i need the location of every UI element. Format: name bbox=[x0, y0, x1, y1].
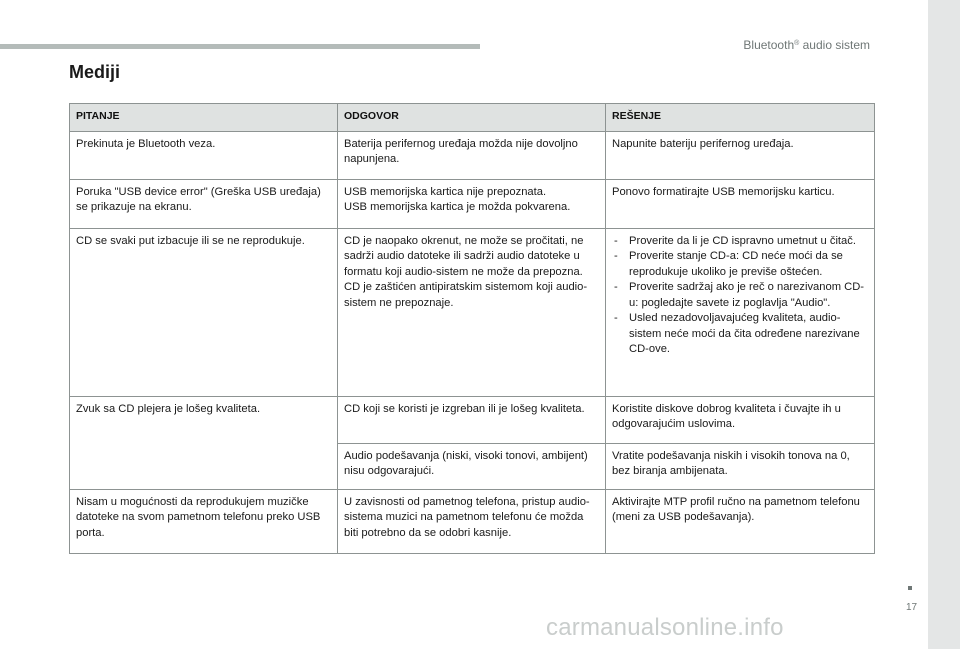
answer-cell bbox=[338, 179, 606, 228]
solution-cell: Aktivirajte MTP profil ručno na pametnom telefonu (meni za USB podešavanja). bbox=[606, 489, 875, 553]
answer-line: USB memorijska kartica nije prepoznata. bbox=[344, 185, 547, 198]
answer-cell: CD koji se koristi je izgreban ili je lošeg kvaliteta. bbox=[338, 396, 606, 443]
solution-list bbox=[612, 234, 868, 358]
solution-cell: Vratite podešavanja niskih i visokih tonova na 0, bez biranja ambijenata. bbox=[606, 443, 875, 489]
registered-mark: ® bbox=[794, 40, 800, 47]
table-row bbox=[70, 489, 875, 553]
section-header-prefix: Bluetooth bbox=[743, 38, 795, 52]
solution-list-item: - Proverite stanje CD-a: CD neće moći da se reprodukuje ukoliko je previše oštećen. bbox=[612, 249, 868, 280]
answer-line: USB memorijska kartica je možda pokvarena. bbox=[344, 201, 571, 213]
solution-cell: Koristite diskove dobrog kvaliteta i čuvajte ih u odgovarajućim uslovima. bbox=[606, 396, 875, 443]
solution-cell: Napunite bateriju perifernog uređaja. bbox=[606, 131, 875, 179]
solution-list-item: - Proverite sadržaj ako je reč o narezivanom CD-u: pogledajte savete iz poglavlja "Audio". bbox=[612, 280, 868, 311]
solution-cell: Ponovo formatirajte USB memorijsku karticu. bbox=[606, 179, 875, 228]
answer-line: CD je naopako okrenut, ne može se pročitati, ne sadrži audio datoteke ili sadrži audio datoteke u formatu koji audio-sistem ne može da prepozna. bbox=[344, 234, 584, 278]
answer-cell: U zavisnosti od pametnog telefona, pristup audio-sistema muzici na pametnom telefonu će možda biti potrebno da se odobri kasnije. bbox=[338, 489, 606, 553]
troubleshooting-table bbox=[69, 103, 875, 554]
section-header bbox=[743, 38, 870, 52]
page-title: Mediji bbox=[69, 62, 121, 82]
answer-cell: Audio podešavanja (niski, visoki tonovi, ambijent) nisu odgovarajući. bbox=[338, 443, 606, 489]
watermark: carmanualsonline.info bbox=[546, 614, 784, 641]
table-row bbox=[70, 228, 875, 396]
answer-cell bbox=[338, 228, 606, 396]
answer-line: CD je zaštićen antipiratskim sistemom koji audio-sistem ne prepoznaje. bbox=[344, 281, 588, 309]
solution-list-item: - Usled nezadovoljavajućeg kvaliteta, audio-sistem neće moći da čita određene narezivane CD-ove. bbox=[612, 311, 868, 358]
section-header-suffix: audio sistem bbox=[799, 38, 870, 52]
table-header-row bbox=[70, 104, 875, 132]
solution-list-item: - Proverite da li je CD ispravno umetnut u čitač. bbox=[612, 234, 868, 250]
page-edge-strip bbox=[928, 0, 960, 649]
solution-cell bbox=[606, 228, 875, 396]
table-row bbox=[70, 396, 875, 443]
table-row bbox=[70, 179, 875, 228]
column-header-question: PITANJE bbox=[70, 104, 338, 132]
column-header-solution: REŠENJE bbox=[606, 104, 875, 132]
table-row bbox=[70, 131, 875, 179]
question-cell: Poruka "USB device error" (Greška USB uređaja) se prikazuje na ekranu. bbox=[70, 179, 338, 228]
page-number: 17 bbox=[906, 602, 918, 613]
header-rule bbox=[0, 44, 480, 49]
question-cell: CD se svaki put izbacuje ili se ne reprodukuje. bbox=[70, 228, 338, 396]
column-header-answer: ODGOVOR bbox=[338, 104, 606, 132]
answer-cell: Baterija perifernog uređaja možda nije dovoljno napunjena. bbox=[338, 131, 606, 179]
question-cell: Zvuk sa CD plejera je lošeg kvaliteta. bbox=[70, 396, 338, 489]
question-cell: Nisam u mogućnosti da reprodukujem muzičke datoteke na svom pametnom telefonu preko USB porta. bbox=[70, 489, 338, 553]
question-cell: Prekinuta je Bluetooth veza. bbox=[70, 131, 338, 179]
page-marker bbox=[908, 586, 912, 590]
